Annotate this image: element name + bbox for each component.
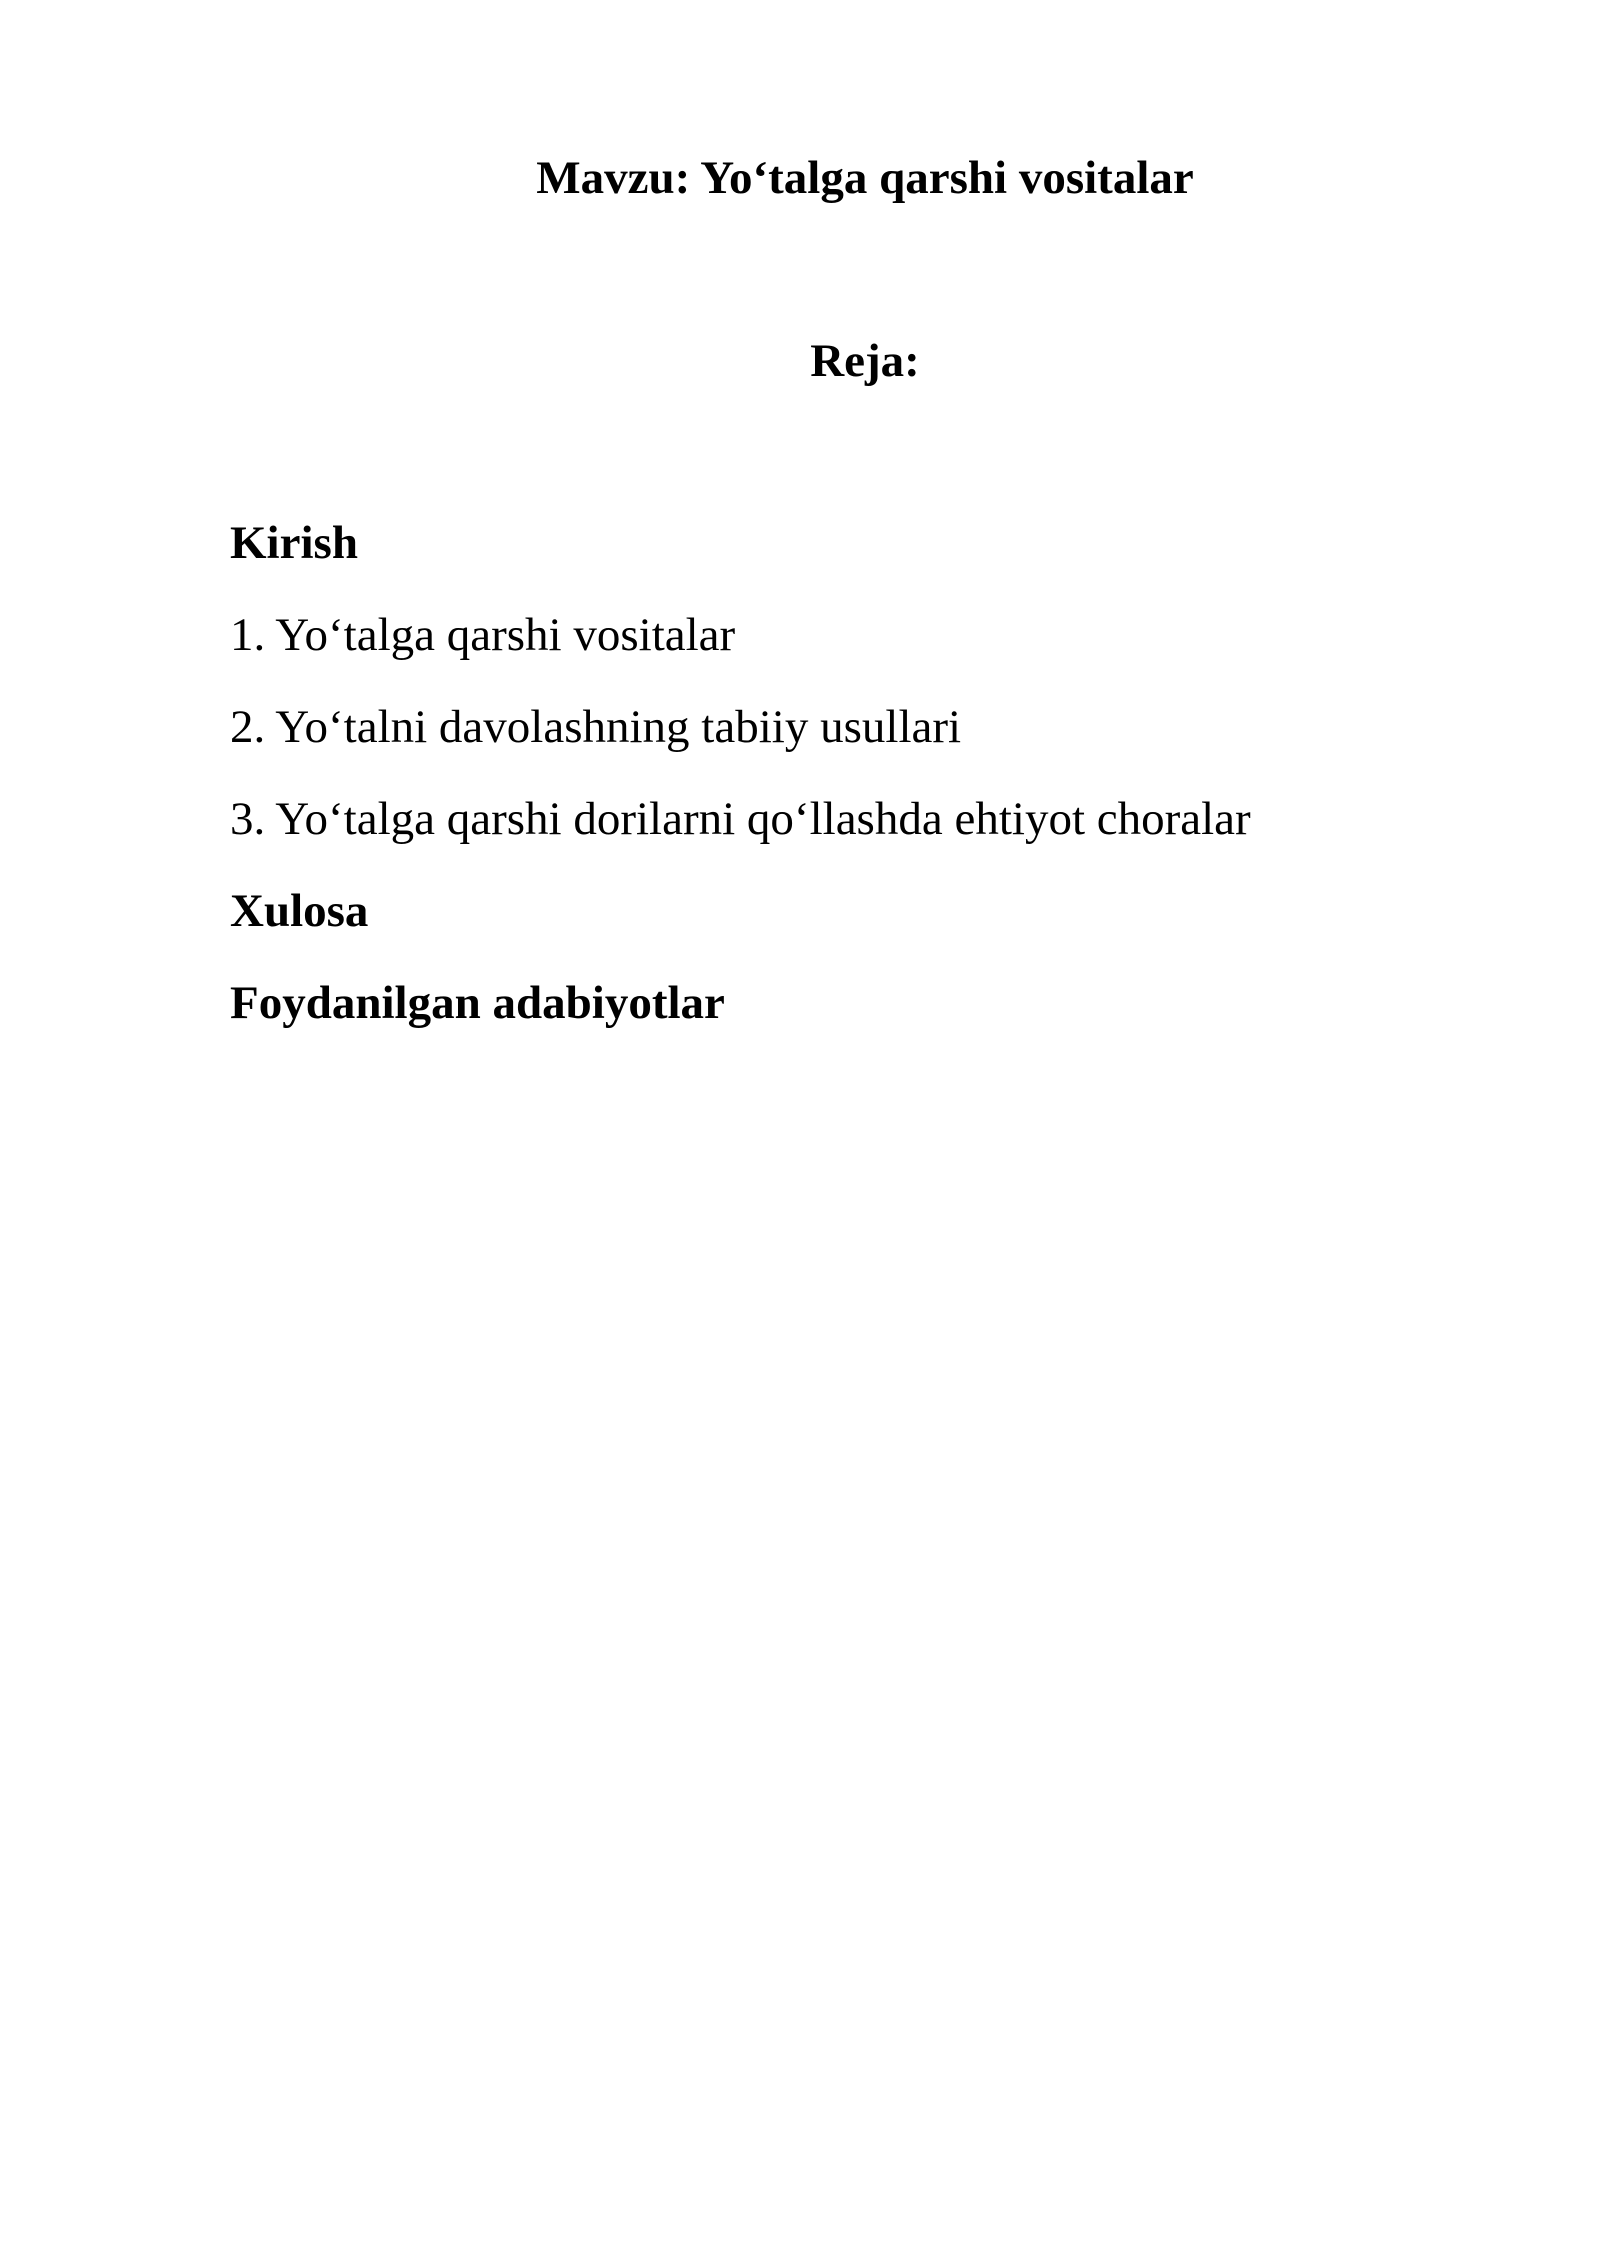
plan-item-references: Foydanilgan adabiyotlar	[230, 977, 725, 1029]
plan-item-2: 2. Yo‘talni davolashning tabiiy usullari	[230, 701, 962, 753]
plan-item-1: 1. Yo‘talga qarshi vositalar	[230, 609, 736, 661]
plan-item-3: 3. Yo‘talga qarshi dorilarni qo‘llashda ehtiyot choralar	[230, 793, 1251, 845]
plan-item-conclusion: Xulosa	[230, 885, 369, 937]
plan-list	[230, 515, 1251, 1067]
plan-item-introduction: Kirish	[230, 517, 358, 569]
page-title: Mavzu: Yo‘talga qarshi vositalar	[536, 152, 1194, 204]
plan-heading: Reja:	[810, 335, 920, 387]
